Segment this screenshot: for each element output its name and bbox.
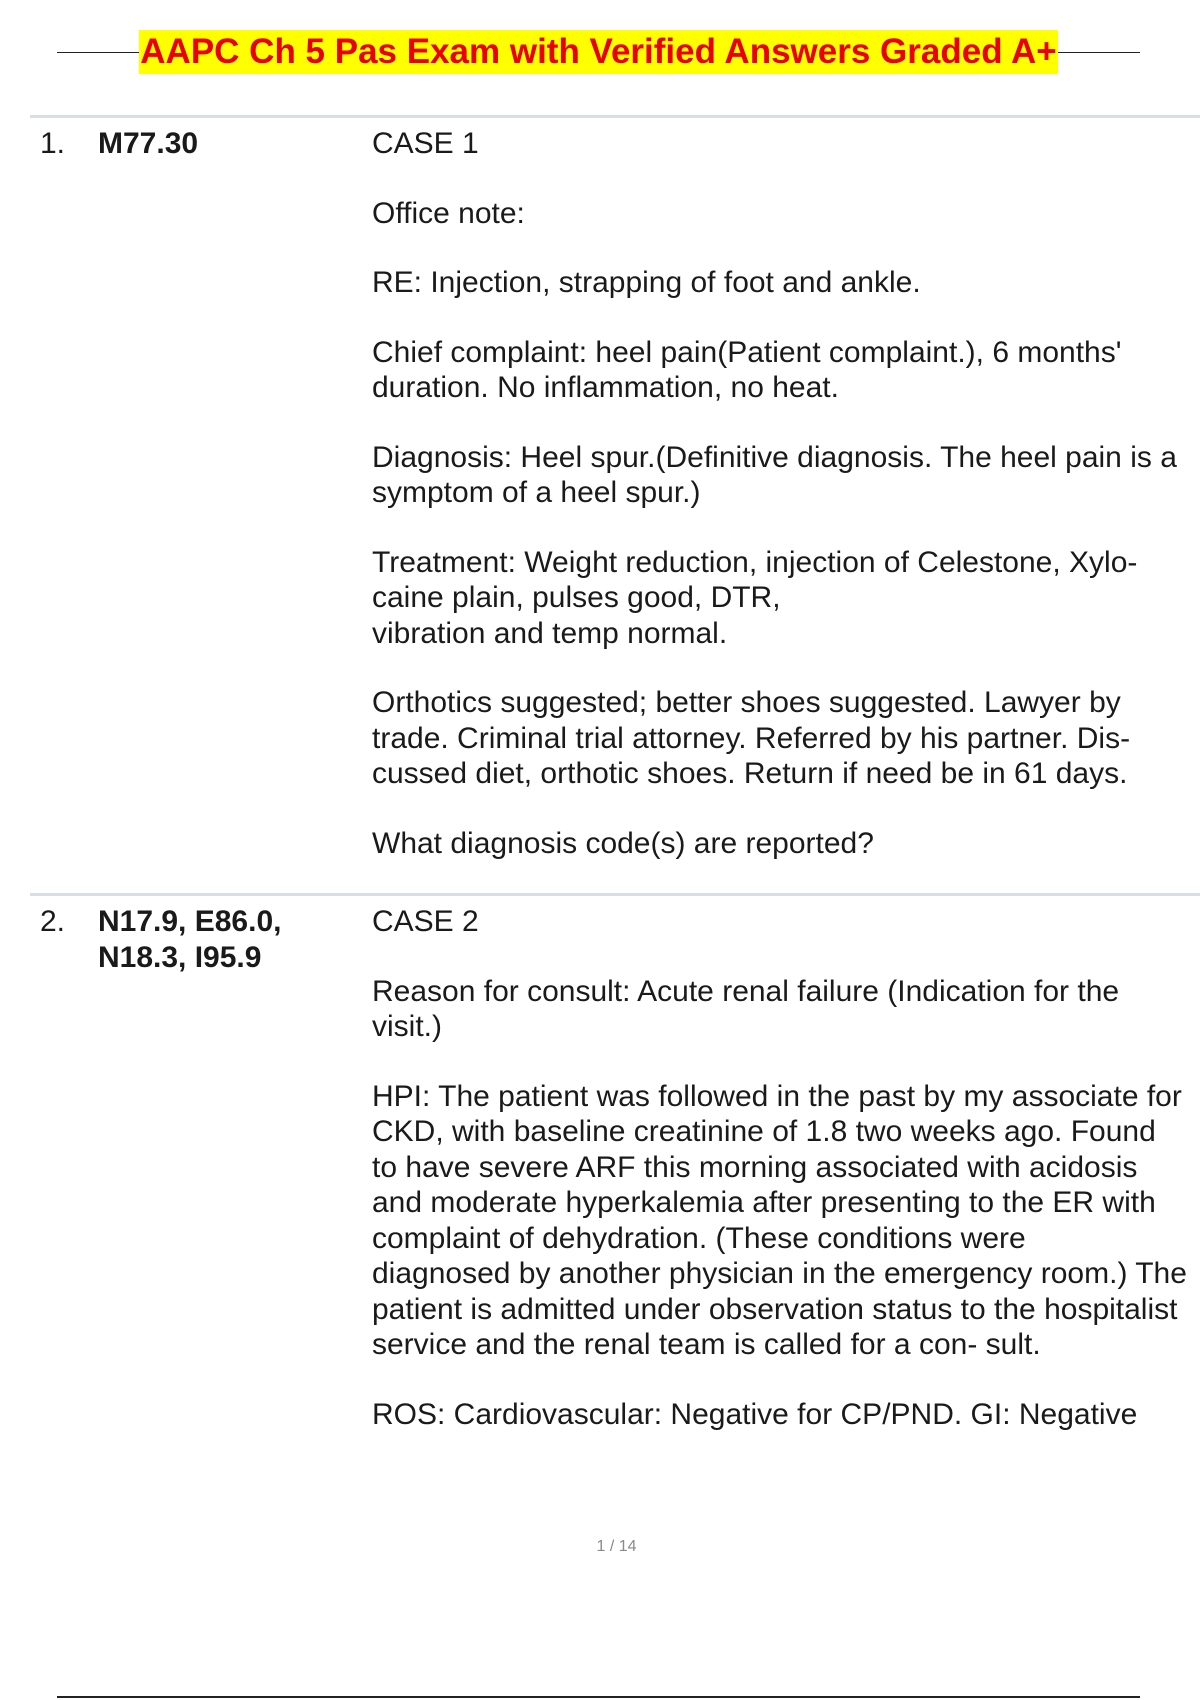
paragraph: RE: Injection, strapping of foot and ankle. [372, 266, 921, 299]
paragraph: Reason for consult: Acute renal failure (Indication for the visit.) [372, 974, 1120, 1043]
question-text [372, 904, 1187, 1466]
paragraph: HPI: The patient was followed in the past by my associate for CKD, with baseline creatinine of 1.8 two weeks ago. Found to have severe ARF this morning associated with acidosis and moderate hyperkalemia after presenting to the ER with complaint of dehydration. (These conditions were diagnosed by another physician in the emergency room.) The patient is admitted under observation status to the hospitalist service and the renal team is called for a con- sult. [372, 1079, 1187, 1361]
paragraph: Chief complaint: heel pain(Patient complaint.), 6 months' duration. No inflammation, no heat. [372, 335, 1122, 404]
paragraph: Treatment: Weight reduction, injection of Celestone, Xylo- caine plain, pulses good, DTR, vibration and temp normal. [372, 545, 1138, 650]
question-text [372, 126, 1187, 895]
paragraph: Diagnosis: Heel spur.(Definitive diagnosis. The heel pain is a symptom of a heel spur.) [372, 440, 1177, 509]
paragraph: Office note: [372, 196, 525, 230]
paragraph: CASE 1 [372, 127, 479, 160]
answer-term: N17.9, E86.0, N18.3, I95.9 [98, 905, 282, 974]
paragraph: Orthotics suggested; better shoes suggested. Lawyer by trade. Criminal trial attorney. Referred by his partner. Dis- cussed diet, orthotic shoes. Return if need be in 61 days. [372, 686, 1131, 790]
paragraph: What diagnosis code(s) are reported? [372, 826, 874, 860]
document-title: AAPC Ch 5 Pas Exam with Verified Answers Graded A+ [139, 30, 1057, 74]
paragraph: ROS: Cardiovascular: Negative for CP/PND. GI: Negative [372, 1397, 1138, 1431]
question-number: 1. [40, 127, 66, 160]
document-header [57, 28, 1140, 76]
title-rule-left [57, 52, 139, 53]
answer-term: M77.30 [98, 127, 199, 160]
title-rule-right [1058, 52, 1140, 53]
question-number: 2. [40, 905, 66, 938]
row-divider [30, 115, 1200, 118]
paragraph: CASE 2 [372, 905, 479, 938]
footer-rule [57, 1696, 1140, 1698]
page-number: 1 / 14 [596, 1538, 637, 1555]
row-divider [30, 893, 1200, 896]
